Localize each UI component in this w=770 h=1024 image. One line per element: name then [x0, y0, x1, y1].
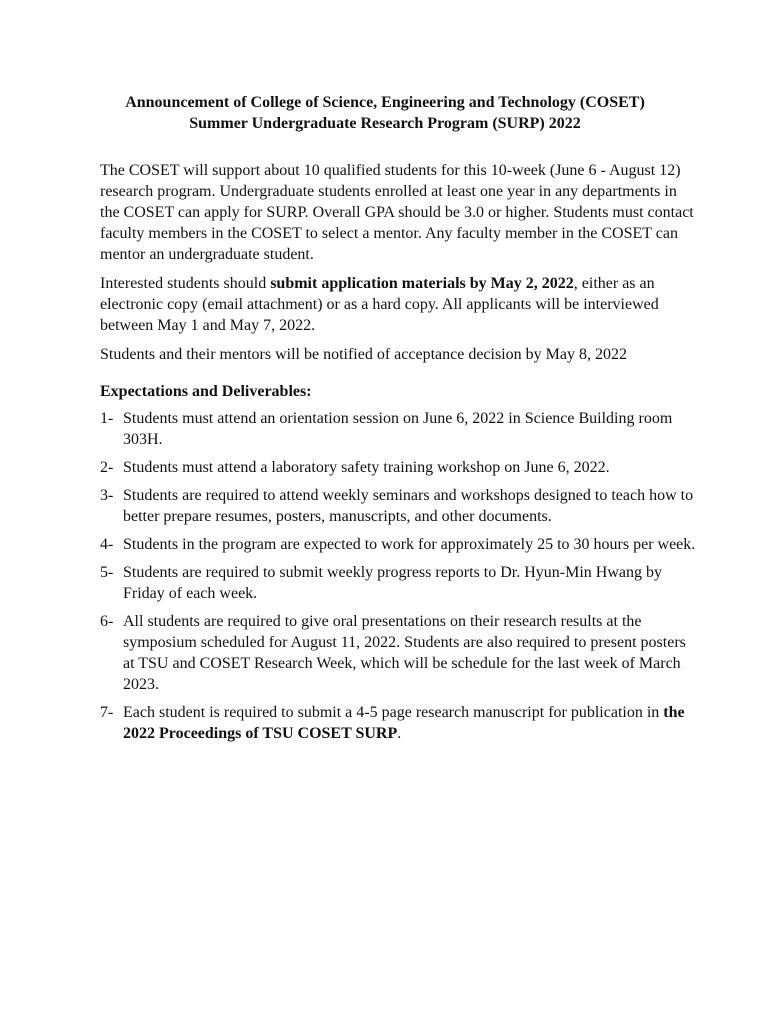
expectations-list [100, 408, 700, 744]
list-item-text: Students must attend a laboratory safety training workshop on June 6, 2022. [123, 459, 610, 476]
title-line-2: Summer Undergraduate Research Program (SURP) 2022 [189, 115, 581, 132]
list-item-number: 2- [100, 459, 114, 476]
list-item-number: 1- [100, 410, 114, 427]
list-item [100, 534, 700, 555]
list-item-number: 4- [100, 536, 114, 553]
list-item-number: 6- [100, 613, 114, 630]
list-item-number: 5- [100, 564, 114, 581]
list-item [100, 408, 700, 450]
application-text-post: , either as an electronic copy (email attachment) or as a hard copy. All applicants will be interviewed between May 1 and May 7, 2022. [100, 275, 659, 334]
list-item-text: Students must attend an orientation session on June 6, 2022 in Science Building room 303H. [123, 410, 673, 448]
title-line-1: Announcement of College of Science, Engineering and Technology (COSET) [125, 94, 645, 111]
application-text-pre: Interested students should [100, 275, 271, 292]
list-item [100, 457, 700, 478]
expectations-heading: Expectations and Deliverables: [100, 383, 312, 400]
list-item-number: 3- [100, 487, 114, 504]
intro-paragraph: The COSET will support about 10 qualified students for this 10-week (June 6 - August 12) research program. Undergraduate students enrolled at least one year in any departments in the COSET can apply for SURP. Overall GPA should be 3.0 or higher. Students must contact faculty members in the COSET to select a mentor. Any faculty member in the COSET can mentor an undergraduate student. [100, 162, 694, 263]
list-item-text: Students are required to attend weekly seminars and workshops designed to teach how to better prepare resumes, posters, manuscripts, and other documents. [123, 487, 694, 525]
list-item-text: Students in the program are expected to work for approximately 25 to 30 hours per week. [123, 536, 696, 553]
list-item [100, 702, 700, 744]
list-item-text-post: . [397, 725, 402, 742]
document-body [100, 160, 700, 751]
application-paragraph [100, 273, 700, 336]
list-item [100, 562, 700, 604]
application-deadline: submit application materials by May 2, 2022 [270, 275, 574, 292]
list-item [100, 485, 700, 527]
proceedings-title: the 2022 Proceedings of TSU COSET SURP [123, 704, 685, 742]
page-title [60, 92, 710, 134]
list-item-text-pre: Each student is required to submit a 4-5 page research manuscript for publication in [123, 704, 664, 721]
list-item-text: Students are required to submit weekly progress reports to Dr. Hyun-Min Hwang by Friday of each week. [123, 564, 663, 602]
notification-paragraph: Students and their mentors will be notified of acceptance decision by May 8, 2022 [100, 346, 627, 363]
list-item-number: 7- [100, 704, 114, 721]
list-item-text: All students are required to give oral presentations on their research results at the symposium scheduled for August 11, 2022. Students are also required to present posters at TSU and COSET Research Week, which will be schedule for the last week of March 2023. [123, 613, 686, 693]
list-item [100, 611, 700, 695]
